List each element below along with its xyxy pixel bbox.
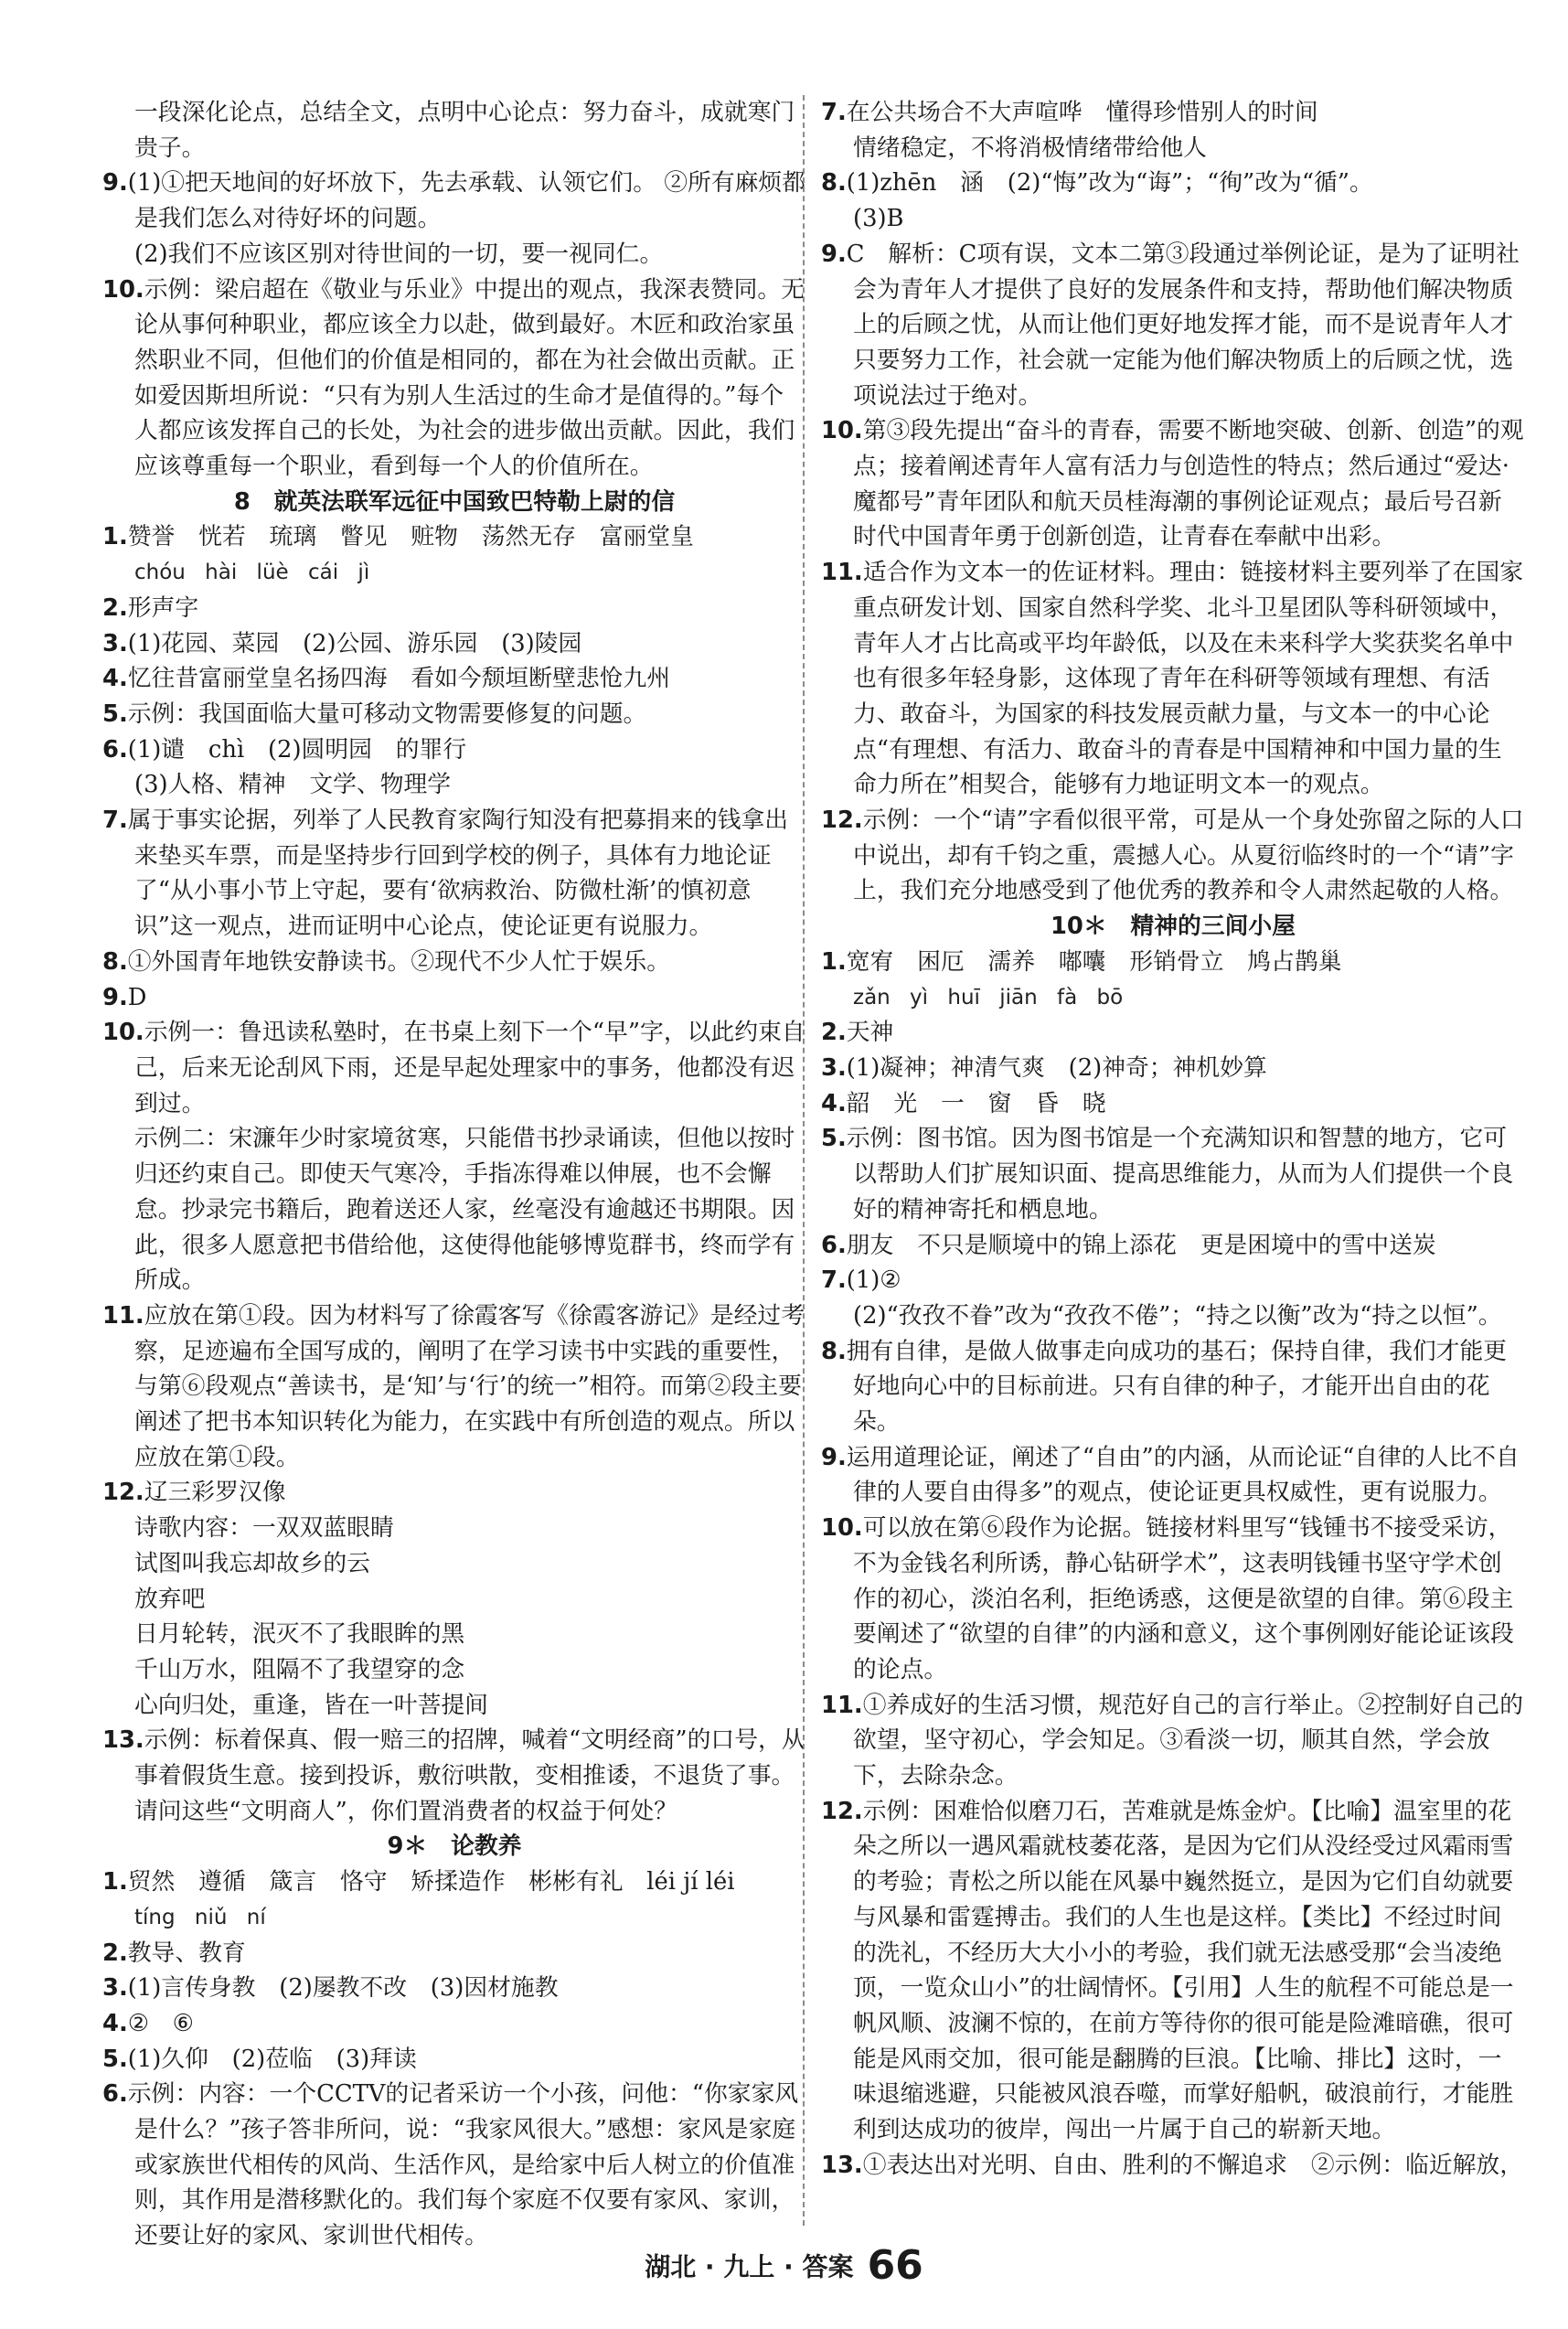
answer-item bbox=[102, 1864, 806, 1900]
answer-text: 示例：内容：一个CCTV的记者采访一个小孩，问他：“你家家风是什么？”孩子答非所问，说：“我家风很大。”感想：家风是家庭或家族世代相传的风尚、生活作风，是给家中后人树立的价值准则，其作用是潜移默化的。我们每个家庭不仅要有家风、家训，还要让好的家风、家训世代相传。 bbox=[127, 2080, 799, 2250]
answer-item bbox=[821, 803, 1525, 909]
answer-item bbox=[102, 697, 806, 732]
answer-item bbox=[102, 166, 806, 236]
question-number: 9. bbox=[821, 240, 847, 268]
answer-item bbox=[102, 626, 806, 662]
question-number: 1. bbox=[821, 947, 847, 976]
answer-continuation: 日月轮转，泯灭不了我眼眸的黑 bbox=[134, 1620, 465, 1649]
section-title: 9＊ 论教养 bbox=[387, 1832, 522, 1861]
question-number: 13. bbox=[821, 2151, 863, 2179]
question-number: 11. bbox=[102, 1301, 144, 1330]
left-column bbox=[102, 95, 806, 2254]
answer-text: 示例一：鲁迅读私塾时，在书桌上刻下一个“早”字，以此约束自己，后来无论刮风下雨，还是早起处理家中的事务，他都没有迟到过。 bbox=[134, 1019, 805, 1117]
answer-text: ①外国青年地铁安静读书。②现代不少人忙于娱乐。 bbox=[127, 947, 671, 976]
answer-continuation: (2)我们不应该区别对待世间的一切，要一视同仁。 bbox=[134, 240, 664, 268]
question-number: 8. bbox=[102, 947, 128, 976]
answer-text: ①养成好的生活习惯，规范好自己的言行举止。②控制好自己的欲望，坚守初心，学会知足。③看淡一切，顺其自然，学会放下，去除杂念。 bbox=[853, 1691, 1524, 1790]
answer-text: 天神 bbox=[846, 1019, 894, 1047]
question-number: 10. bbox=[102, 1019, 144, 1047]
question-number: 3. bbox=[102, 629, 128, 657]
question-number: 7. bbox=[821, 1266, 847, 1295]
answer-continuation: 放弃吧 bbox=[134, 1585, 206, 1613]
answer-item bbox=[821, 237, 1525, 414]
answer-text: (1)花园、菜园 (2)公园、游乐园 (3)陵园 bbox=[127, 629, 582, 657]
answer-text: 辽三彩罗汉像 bbox=[144, 1479, 286, 1507]
answer-continuation: 一段深化论点，总结全文，点明中心论点：努力奋斗，成就寒门贵子。 bbox=[134, 99, 795, 162]
answer-item bbox=[821, 1440, 1525, 1511]
question-number: 7. bbox=[821, 99, 847, 126]
answer-item bbox=[102, 519, 806, 555]
answer-item bbox=[102, 1298, 806, 1476]
answer-item bbox=[821, 1334, 1525, 1440]
answer-item bbox=[102, 1936, 806, 1971]
answer-text: 示例：困难恰似磨刀石，苦难就是炼金炉。【比喻】温室里的花朵之所以一遇风霜就枝萎花落，是因为它们从没经受过风霜雨雪的考验；青松之所以能在风暴中巍然挺立，是因为它们自幼就要与风暴和雷霆搏击。我们的人生也是这样。【类比】不经过时间的洗礼，不经历大大小小的考验，我们就无法感受那“会当凌绝顶，一览众山小”的壮阔情怀。【引用】人生的航程不可能总是一帆风顺、波澜不惊的，在前方等待你的很可能是险滩暗礁，很可能是风雨交加，很可能是翻腾的巨浪。【比喻、排比】这时，一味退缩逃避，只能被风浪吞噬，而掌好船帆，破浪前行，才能胜利到达成功的彼岸，闯出一片属于自己的崭新天地。 bbox=[853, 1797, 1514, 2144]
answer-text: 示例：标着保真、假一赔三的招牌，喊着“文明经商”的口号，从事着假货生意。接到投诉，敷衍哄散，变相推诿，不退货了事。请问这些“文明商人”，你们置消费者的权益于何处？ bbox=[134, 1726, 805, 1825]
question-number: 12. bbox=[821, 1797, 863, 1825]
answer-item bbox=[102, 272, 806, 485]
column-divider bbox=[803, 95, 805, 2226]
answer-item bbox=[821, 413, 1525, 555]
answer-text: 可以放在第⑥段作为论据。链接材料里写“钱锺书不接受采访，不为金钱名利所诱，静心钻研学术”，这表明钱锺书坚守学术创作的初心，淡泊名利，拒绝诱惑，这便是欲望的自律。第⑥段主要阐述了“欲望的自律”的内涵和意义，这个事例刚好能论证该段的论点。 bbox=[853, 1514, 1514, 1683]
answer-continuation: (3)人格、精神 文学、物理学 bbox=[134, 771, 452, 799]
answer-item bbox=[821, 1511, 1525, 1688]
answer-continuation: 情绪稳定，不将消极情绪带给他人 bbox=[853, 134, 1207, 162]
answer-item bbox=[102, 1723, 806, 1829]
question-number: 12. bbox=[102, 1479, 144, 1507]
answer-text: 运用道理论证，阐述了“自由”的内涵，从而论证“自律的人比不自律的人要自由得多”的观点，使论证更具权威性，更有说服力。 bbox=[846, 1443, 1520, 1507]
answer-continuation: 诗歌内容：一双双蓝眼睛 bbox=[134, 1514, 394, 1543]
question-number: 1. bbox=[102, 1868, 128, 1896]
answer-item bbox=[102, 1015, 806, 1121]
page-footer bbox=[0, 2242, 1568, 2289]
answer-text: (1)谴 chì (2)圆明园 的罪行 bbox=[127, 735, 467, 764]
answer-text: 忆往昔富丽堂皇名扬四海 看如今颓垣断壁悲怆九州 bbox=[127, 665, 671, 693]
question-number: 2. bbox=[821, 1019, 847, 1047]
section-title: 8 就英法联军远征中国致巴特勒上尉的信 bbox=[233, 487, 676, 516]
answer-continuation: 试图叫我忘却故乡的云 bbox=[134, 1549, 370, 1577]
answer-text: (1)言传身教 (2)屡教不改 (3)因材施教 bbox=[127, 1974, 559, 2003]
question-number: 9. bbox=[102, 169, 128, 198]
page-number: 66 bbox=[867, 2242, 923, 2289]
answer-text: 第③段先提出“奋斗的青春，需要不断地突破、创新、创造”的观点；接着阐述青年人富有活力与创造性的特点；然后通过“爱达·魔都号”青年团队和航天员桂海潮的事例论证观点；最后号召新时代中国青年勇于创新创造，让青春在奉献中出彩。 bbox=[853, 417, 1524, 551]
answer-text: ② ⑥ bbox=[127, 2009, 194, 2037]
answer-text: 形声字 bbox=[127, 593, 199, 622]
answer-text: C 解析：C项有误，文本二第③段通过举例论证，是为了证明社会为青年人才提供了良好的发展条件和支持，帮助他们解决物质上的后顾之忧，从而让他们更好地发挥才能，而不是说青年人才只要努力工作，社会就一定能为他们解决物质上的后顾之忧，选项说法过于绝对。 bbox=[846, 240, 1520, 410]
answer-text: 示例：我国面临大量可移动文物需要修复的问题。 bbox=[127, 700, 647, 728]
answer-item bbox=[102, 945, 806, 980]
question-number: 6. bbox=[102, 2080, 128, 2109]
question-number: 9. bbox=[102, 983, 128, 1011]
answer-item bbox=[821, 555, 1525, 803]
question-number: 6. bbox=[821, 1231, 847, 1259]
answer-item bbox=[821, 166, 1525, 201]
answer-item bbox=[821, 1086, 1525, 1122]
question-number: 11. bbox=[821, 1691, 863, 1719]
question-number: 6. bbox=[102, 735, 128, 764]
answer-text: 适合作为文本一的佐证材料。理由：链接材料主要列举了在国家重点研发计划、国家自然科学奖、北斗卫星团队等科研领域中，青年人才占比高或平均年龄低，以及在未来科学大奖获奖名单中也有很多年轻身影，这体现了青年在科研等领域有理想、有活力、敢奋斗，为国家的科技发展贡献力量，与文本一的中心论点“有理想、有活力、敢奋斗的青春是中国精神和中国力量的生命力所在”相契合，能够有力地证明文本一的观点。 bbox=[853, 559, 1524, 799]
answer-text: 教导、教育 bbox=[127, 1939, 246, 1967]
pinyin-line: zǎn yì huī jiān fà bō bbox=[853, 985, 1124, 1010]
question-number: 2. bbox=[102, 1939, 128, 1967]
question-number: 3. bbox=[821, 1053, 847, 1082]
question-number: 5. bbox=[821, 1125, 847, 1153]
answer-item bbox=[821, 95, 1525, 131]
question-number: 9. bbox=[821, 1443, 847, 1471]
question-number: 4. bbox=[102, 665, 128, 693]
answer-item bbox=[102, 2077, 806, 2254]
answer-text: ①表达出对光明、自由、胜利的不懈追求 ②示例：临近解放， bbox=[862, 2151, 1524, 2179]
answer-item bbox=[821, 1688, 1525, 1794]
answer-item bbox=[821, 1051, 1525, 1086]
answer-item bbox=[821, 2148, 1525, 2184]
answer-text: 赞誉 恍若 琉璃 瞥见 赃物 荡然无存 富丽堂皇 bbox=[127, 523, 694, 551]
question-number: 5. bbox=[102, 2045, 128, 2073]
answer-item bbox=[821, 1015, 1525, 1051]
answer-text: 韶 光 一 窗 昏 晓 bbox=[846, 1089, 1106, 1117]
answer-text: 拥有自律，是做人做事走向成功的基石；保持自律，我们才能更好地向心中的目标前进。只有自律的种子，才能开出自由的花朵。 bbox=[846, 1337, 1508, 1437]
question-number: 2. bbox=[102, 593, 128, 622]
answer-item bbox=[821, 1794, 1525, 2148]
question-number: 10. bbox=[102, 275, 144, 304]
question-number: 1. bbox=[102, 523, 128, 551]
footer-label: 湖北 · 九上 · 答案 bbox=[645, 2251, 854, 2282]
answer-item bbox=[102, 1971, 806, 2006]
answer-item bbox=[821, 1121, 1525, 1227]
answer-text: (1)② bbox=[846, 1266, 901, 1295]
answer-item bbox=[102, 803, 806, 945]
answer-text: (1)zhēn 涵 (2)“悔”改为“诲”；“徇”改为“循”。 bbox=[846, 169, 1373, 198]
answer-text: (1)①把天地间的好坏放下，先去承载、认领它们。 ②所有麻烦都是我们怎么对待好坏的问题。 bbox=[127, 169, 806, 233]
question-number: 12. bbox=[821, 807, 863, 835]
question-number: 11. bbox=[821, 559, 863, 587]
answer-item bbox=[102, 980, 806, 1016]
answer-text: 示例：图书馆。因为图书馆是一个充满知识和智慧的地方，它可以帮助人们扩展知识面、提高思维能力，从而为人们提供一个良好的精神寄托和栖息地。 bbox=[846, 1125, 1514, 1223]
question-number: 5. bbox=[102, 700, 128, 728]
answer-text: 应放在第①段。因为材料写了徐霞客写《徐霞客游记》是经过考察，足迹遍布全国写成的，阐明了在学习读书中实践的重要性，与第⑥段观点“善读书，是‘知’与‘行’的统一”相符。而第②段主要阐述了把书本知识转化为能力，在实践中有所创造的观点。所以应放在第①段。 bbox=[134, 1301, 805, 1471]
answer-text: 宽宥 困厄 濡养 嘟囔 形销骨立 鸠占鹊巢 bbox=[846, 947, 1342, 976]
answer-text: 示例：一个“请”字看似很平常，可是从一个身处弥留之际的人口中说出，却有千钧之重，震撼人心。从夏衍临终时的一个“请”字上，我们充分地感受到了他优秀的教养和令人肃然起敬的人格。 bbox=[853, 807, 1524, 905]
answer-text: 示例：梁启超在《敬业与乐业》中提出的观点，我深表赞同。无论从事何种职业，都应该全力以赴，做到最好。木匠和政治家虽然职业不同，但他们的价值是相同的，都在为社会做出贡献。正如爱因斯坦所说：“只有为别人生活过的生命才是值得的。”每个人都应该发挥自己的长处，为社会的进步做出贡献。因此，我们应该尊重每一个职业，看到每一个人的价值所在。 bbox=[134, 275, 805, 481]
answer-item bbox=[102, 2042, 806, 2078]
answer-continuation: 心向归处，重逢，皆在一叶菩提间 bbox=[134, 1691, 488, 1719]
answer-continuation: (2)“孜孜不眷”改为“孜孜不倦”；“持之以衡”改为“持之以恒”。 bbox=[853, 1301, 1502, 1330]
answer-text: (1)久仰 (2)莅临 (3)拜读 bbox=[127, 2045, 417, 2073]
question-number: 3. bbox=[102, 1974, 128, 2003]
section-title: 10＊ 精神的三间小屋 bbox=[1050, 913, 1296, 941]
pinyin-line: tíng niǔ ní bbox=[134, 1905, 266, 1929]
answer-text: 在公共场合不大声喧哗 懂得珍惜别人的时间 bbox=[846, 99, 1318, 126]
question-number: 4. bbox=[102, 2009, 128, 2037]
answer-item bbox=[102, 732, 806, 768]
question-number: 10. bbox=[821, 1514, 863, 1543]
answer-item bbox=[102, 2006, 806, 2042]
answer-continuation: 示例二：宋濂年少时家境贫寒，只能借书抄录诵读，但他以按时归还约束自己。即使天气寒冷，手指冻得难以伸展，也不会懈怠。抄录完书籍后，跑着送还人家，丝毫没有逾越还书期限。因此，很多人愿意把书借给他，这使得他能够博览群书，终而学有所成。 bbox=[134, 1125, 795, 1295]
answer-item bbox=[821, 1228, 1525, 1264]
answer-continuation: (3)B bbox=[853, 205, 904, 233]
question-number: 7. bbox=[102, 807, 128, 835]
answer-text: D bbox=[127, 983, 147, 1011]
pinyin-line: chóu hài lüè cái jì bbox=[134, 561, 370, 585]
answer-item bbox=[821, 1263, 1525, 1298]
answer-item bbox=[821, 945, 1525, 980]
answer-item bbox=[102, 1475, 806, 1511]
answer-continuation: 千山万水，阻隔不了我望穿的念 bbox=[134, 1655, 465, 1683]
answer-text: 贸然 遵循 箴言 恪守 矫揉造作 彬彬有礼 léi jí léi bbox=[127, 1868, 735, 1896]
answer-item bbox=[102, 661, 806, 697]
question-number: 4. bbox=[821, 1089, 847, 1117]
answer-text: (1)凝神；神清气爽 (2)神奇；神机妙算 bbox=[846, 1053, 1267, 1082]
answer-text: 属于事实论据，列举了人民教育家陶行知没有把募捐来的钱拿出来垫买车票，而是坚持步行回到学校的例子，具体有力地论证了“从小事小节上守起，要有‘欲病救治、防微杜渐’的慎初意识”这一观点，进而证明中心论点，使论证更有说服力。 bbox=[127, 807, 789, 941]
answer-text: 朋友 不只是顺境中的锦上添花 更是困境中的雪中送炭 bbox=[846, 1231, 1436, 1259]
question-number: 13. bbox=[102, 1726, 144, 1755]
question-number: 8. bbox=[821, 169, 847, 198]
answer-item bbox=[102, 591, 806, 626]
question-number: 10. bbox=[821, 417, 863, 445]
question-number: 8. bbox=[821, 1337, 847, 1365]
right-column bbox=[821, 95, 1525, 2183]
